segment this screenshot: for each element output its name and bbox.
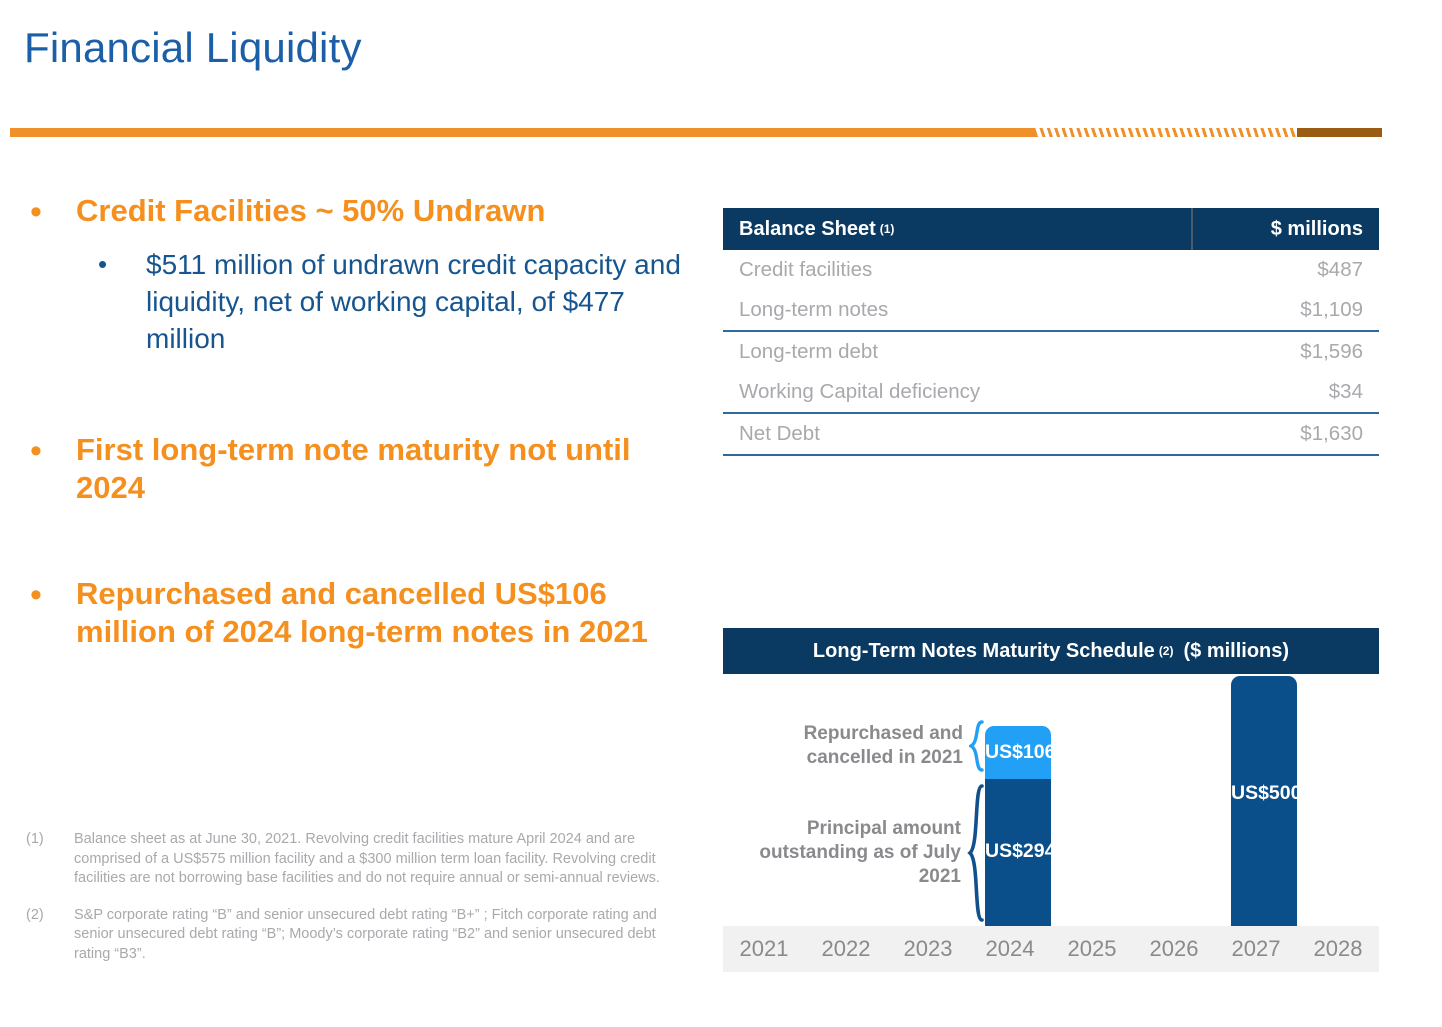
divider-segment-solid-brown: [1297, 128, 1382, 137]
row-value: $1,630: [1300, 422, 1363, 445]
axis-tick-label: 2026: [1149, 936, 1199, 961]
maturity-schedule-chart: [723, 628, 1379, 964]
bars-container: [723, 674, 1379, 926]
curly-brace-icon: [969, 720, 985, 772]
table-header-title: Balance Sheet: [739, 217, 876, 240]
table-row: [723, 250, 1379, 290]
axis-tick-label: 2025: [1067, 936, 1117, 961]
row-value: $34: [1328, 380, 1363, 403]
table-header-label: [723, 208, 1193, 250]
axis-tick-label: 2024: [985, 936, 1035, 961]
callout-principal: [733, 782, 985, 924]
bar-segment-principal: [1231, 676, 1302, 926]
divider-segment-solid-orange: [10, 128, 1035, 137]
footnote-1: [26, 830, 666, 889]
callout-repurchased: [763, 718, 985, 774]
row-value: $1,596: [1300, 340, 1363, 363]
bullet-marker-icon: •: [30, 193, 42, 231]
footnotes: [26, 830, 666, 981]
footnote-text: S&P corporate rating “B” and senior unsecured debt rating “B+” ; Fitch corporate rating and senior unsecured debt rating “B”; Moody’s corporate rating “B2” and senior unsecured debt rating “B3”.: [74, 906, 657, 962]
bar-value-label: US$106: [985, 741, 1056, 763]
chart-title-bar: [723, 628, 1379, 674]
bullet-subtext: $511 million of undrawn credit capacity and liquidity, net of working capital, of $477 million: [146, 249, 681, 354]
chart-units: ($ millions): [1183, 639, 1290, 662]
row-label: Net Debt: [739, 422, 820, 445]
footnote-marker: (2): [1158, 644, 1174, 658]
axis-tick-label: 2027: [1231, 936, 1281, 961]
row-label: Long-term debt: [739, 340, 879, 363]
bullet-text: First long-term note maturity not until 2024: [76, 432, 631, 505]
footnote-2: [26, 906, 666, 965]
axis-tick-label: 2028: [1313, 936, 1363, 961]
bar-segment-repurchased: [985, 726, 1056, 779]
chart-title: Long-Term Notes Maturity Schedule: [812, 639, 1155, 662]
table-row: [723, 372, 1379, 414]
callout-label: Principal amount outstanding as of July 2021: [759, 818, 961, 887]
bullet-list: [22, 192, 682, 657]
footnote-text: Balance sheet as at June 30, 2021. Revolving credit facilities mature April 2024 and are comprised of a US$575 million facility and a $300 million term loan facility. Revolving credit facilities are not borrowing base facilities and do not require annual or semi-annual reviews.: [74, 831, 660, 886]
chart-plot-area: [723, 674, 1379, 964]
row-value: $1,109: [1300, 298, 1363, 321]
bullet-text: Credit Facilities ~ 50% Undrawn: [76, 193, 546, 228]
bullet-marker-icon: •: [98, 249, 108, 279]
divider-segment-hatched: [1035, 128, 1297, 137]
table-header-units: $ millions: [1270, 217, 1363, 240]
bullet-item-1-sub-1: [98, 246, 682, 357]
bar-value-label: US$294: [985, 840, 1056, 862]
bar-segment-principal: [985, 779, 1056, 926]
table-row: [723, 332, 1379, 372]
footnote-marker: (1): [879, 222, 895, 236]
bullet-item-1: [22, 192, 682, 232]
bullet-item-2: [22, 431, 682, 507]
row-label: Credit facilities: [739, 258, 873, 281]
curly-brace-icon: [967, 783, 985, 923]
callout-label: Repurchased and cancelled in 2021: [803, 723, 963, 768]
table-row: [723, 290, 1379, 332]
footnote-number: (1): [26, 831, 44, 847]
axis-tick-label: 2023: [903, 936, 953, 961]
table-row: [723, 414, 1379, 456]
bullet-marker-icon: •: [30, 576, 42, 614]
bullet-text: Repurchased and cancelled US$106 million of 2024 long-term notes in 2021: [76, 576, 648, 649]
bullet-item-3: [22, 575, 682, 651]
bar-2027: [1231, 676, 1302, 926]
row-label: Long-term notes: [739, 298, 889, 321]
header-divider: [10, 128, 1382, 137]
footnote-number: (2): [26, 906, 44, 923]
row-value: $487: [1317, 258, 1363, 281]
chart-x-axis: [723, 926, 1379, 972]
table-header-row: [723, 208, 1379, 250]
balance-sheet-table: [723, 208, 1379, 456]
bar-2024: [985, 726, 1056, 926]
page-title: Financial Liquidity: [24, 24, 362, 71]
row-label: Working Capital deficiency: [739, 380, 981, 403]
bar-value-label: US$500: [1231, 782, 1302, 804]
bullet-marker-icon: •: [30, 432, 42, 470]
axis-tick-label: 2021: [739, 936, 789, 961]
axis-tick-label: 2022: [821, 936, 871, 961]
